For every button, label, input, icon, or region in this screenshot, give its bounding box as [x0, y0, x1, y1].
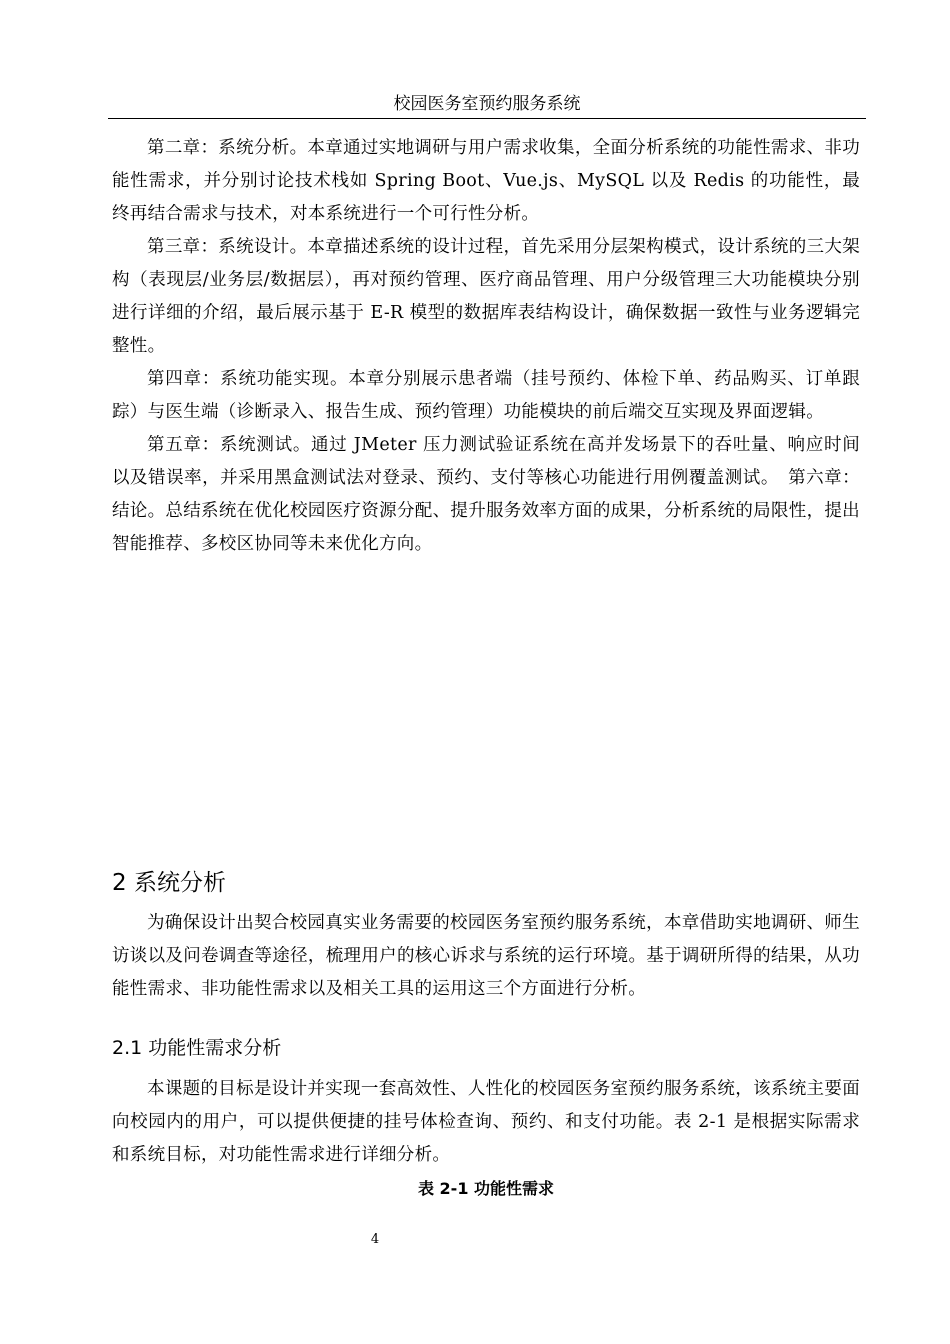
section-2-1-heading: 2.1 功能性需求分析 — [112, 1037, 282, 1059]
chapter-overview — [112, 132, 860, 561]
header-title: 校园医务室预约服务系统 — [393, 94, 581, 114]
chapter-5-6-summary: 第五章：系统测试。通过 JMeter 压力测试验证系统在高并发场景下的吞吐量、响应时间以及错误率，并采用黑盒测试法对登录、预约、支付等核心功能进行用例覆盖测试。 第六章：结论。总结系统在优化校园医疗资源分配、提升服务效率方面的成果，分析系统的局限性，提出智能推荐、多校区协同等未来优化方向。 — [112, 435, 860, 554]
chapter-4-summary: 第四章：系统功能实现。本章分别展示患者端（挂号预约、体检下单、药品购买、订单跟踪）与医生端（诊断录入、报告生成、预约管理）功能模块的前后端交互实现及界面逻辑。 — [112, 369, 860, 422]
section-2-body — [112, 907, 860, 1006]
running-header — [108, 92, 866, 119]
table-caption: 表 2-1 功能性需求 — [417, 1179, 555, 1198]
page-number: 4 — [370, 1232, 380, 1247]
chapter-2-summary: 第二章：系统分析。本章通过实地调研与用户需求收集，全面分析系统的功能性需求、非功能性需求，并分别讨论技术栈如 Spring Boot、Vue.js、MySQL 以及 Redis 的功能性，最终再结合需求与技术，对本系统进行一个可行性分析。 — [112, 138, 860, 224]
section-2-heading: 2 系统分析 — [112, 870, 226, 896]
section-2-paragraph: 为确保设计出契合校园真实业务需要的校园医务室预约服务系统，本章借助实地调研、师生访谈以及问卷调查等途径，梳理用户的核心诉求与系统的运行环境。基于调研所得的结果，从功能性需求、非功能性需求以及相关工具的运用这三个方面进行分析。 — [112, 913, 860, 999]
section-2-1-body — [112, 1073, 860, 1172]
section-2-1-paragraph: 本课题的目标是设计并实现一套高效性、人性化的校园医务室预约服务系统，该系统主要面向校园内的用户，可以提供便捷的挂号体检查询、预约、和支付功能。表 2-1 是根据实际需求和系统目标，对功能性需求进行详细分析。 — [112, 1079, 860, 1165]
chapter-3-summary: 第三章：系统设计。本章描述系统的设计过程，首先采用分层架构模式，设计系统的三大架构（表现层/业务层/数据层），再对预约管理、医疗商品管理、用户分级管理三大功能模块分别进行详细的介绍，最后展示基于 E-R 模型的数据库表结构设计，确保数据一致性与业务逻辑完整性。 — [112, 237, 860, 356]
